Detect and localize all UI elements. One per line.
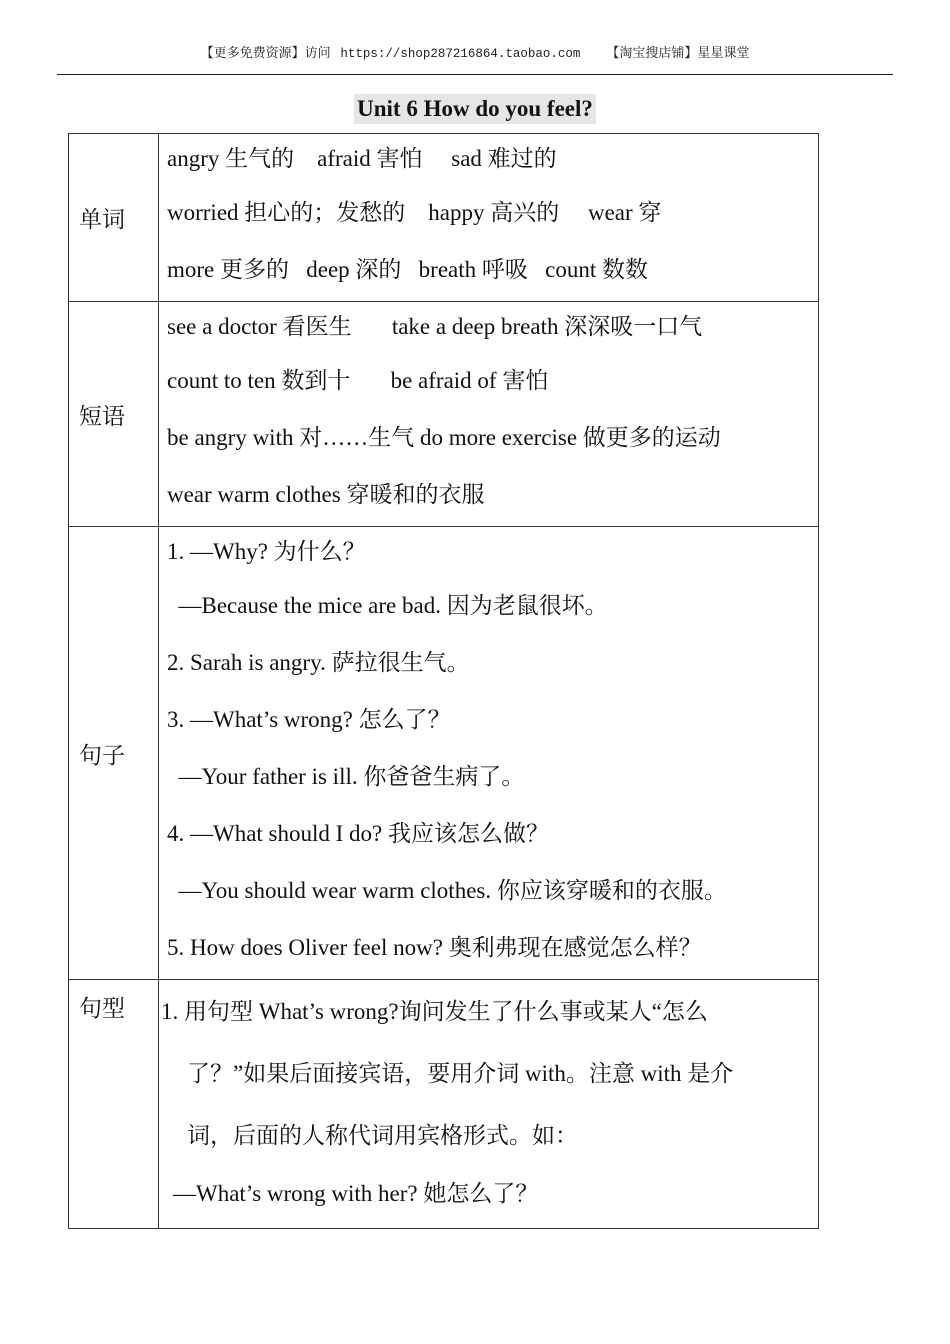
header-left-text: 【更多免费资源】访问 [200, 45, 331, 60]
sentence-line: 1. —Why? 为什么？ [167, 539, 366, 564]
sentence-line: —Your father is ill. 你爸爸生病了。 [167, 764, 525, 789]
sentences-label: 句子 [69, 527, 159, 980]
sentence-line: 3. —What’s wrong? 怎么了？ [167, 707, 451, 732]
sentences-row [69, 527, 819, 980]
vocab-line: worried 担心的；发愁的 happy 高兴的 wear 穿 [167, 200, 662, 225]
pattern-line: 1. 用句型 What’s wrong?询问发生了什么事或某人“怎么 [161, 999, 708, 1024]
sentence-line: 5. How does Oliver feel now? 奥利弗现在感觉怎么样？ [167, 935, 702, 960]
pattern-line: 词，后面的人称代词用宾格形式。如： [187, 1123, 578, 1148]
sentence-line: —You should wear warm clothes. 你应该穿暖和的衣服。 [167, 878, 727, 903]
vocab-line: more 更多的 deep 深的 breath 呼吸 count 数数 [167, 257, 648, 282]
pattern-line: 了？”如果后面接宾语，要用介词 with。注意 with 是介 [187, 1061, 734, 1086]
unit-summary-table [68, 133, 819, 1229]
page-title: Unit 6 How do you feel? [354, 94, 596, 124]
phrase-line: count to ten 数到十 be afraid of 害怕 [167, 368, 549, 393]
sentence-line: —Because the mice are bad. 因为老鼠很坏。 [167, 593, 608, 618]
vocab-line: angry 生气的 afraid 害怕 sad 难过的 [167, 146, 557, 171]
patterns-label: 句型 [69, 980, 159, 1229]
pattern-example-line: —What’s wrong with her? 她怎么了？ [173, 1181, 539, 1206]
phrases-row [69, 302, 819, 527]
phrases-label: 短语 [69, 302, 159, 527]
phrase-line: see a doctor 看医生 take a deep breath 深深吸一口气 [167, 314, 703, 339]
phrase-line: wear warm clothes 穿暖和的衣服 [167, 482, 485, 507]
vocab-label: 单词 [69, 134, 159, 302]
header-url: https://shop287216864.taobao.com [340, 47, 581, 61]
sentence-line: 4. —What should I do? 我应该怎么做？ [167, 821, 550, 846]
patterns-content [159, 980, 819, 1229]
vocab-content [159, 134, 819, 302]
page-title-wrap [0, 94, 950, 124]
patterns-row [69, 980, 819, 1229]
sentences-content [159, 527, 819, 980]
page-header [0, 42, 950, 61]
phrases-content [159, 302, 819, 527]
sentence-line: 2. Sarah is angry. 萨拉很生气。 [167, 650, 470, 675]
header-right-text: 【淘宝搜店铺】星星课堂 [606, 45, 750, 60]
header-divider [57, 74, 893, 75]
vocab-row [69, 134, 819, 302]
phrase-line: be angry with 对……生气 do more exercise 做更多的运动 [167, 425, 721, 450]
